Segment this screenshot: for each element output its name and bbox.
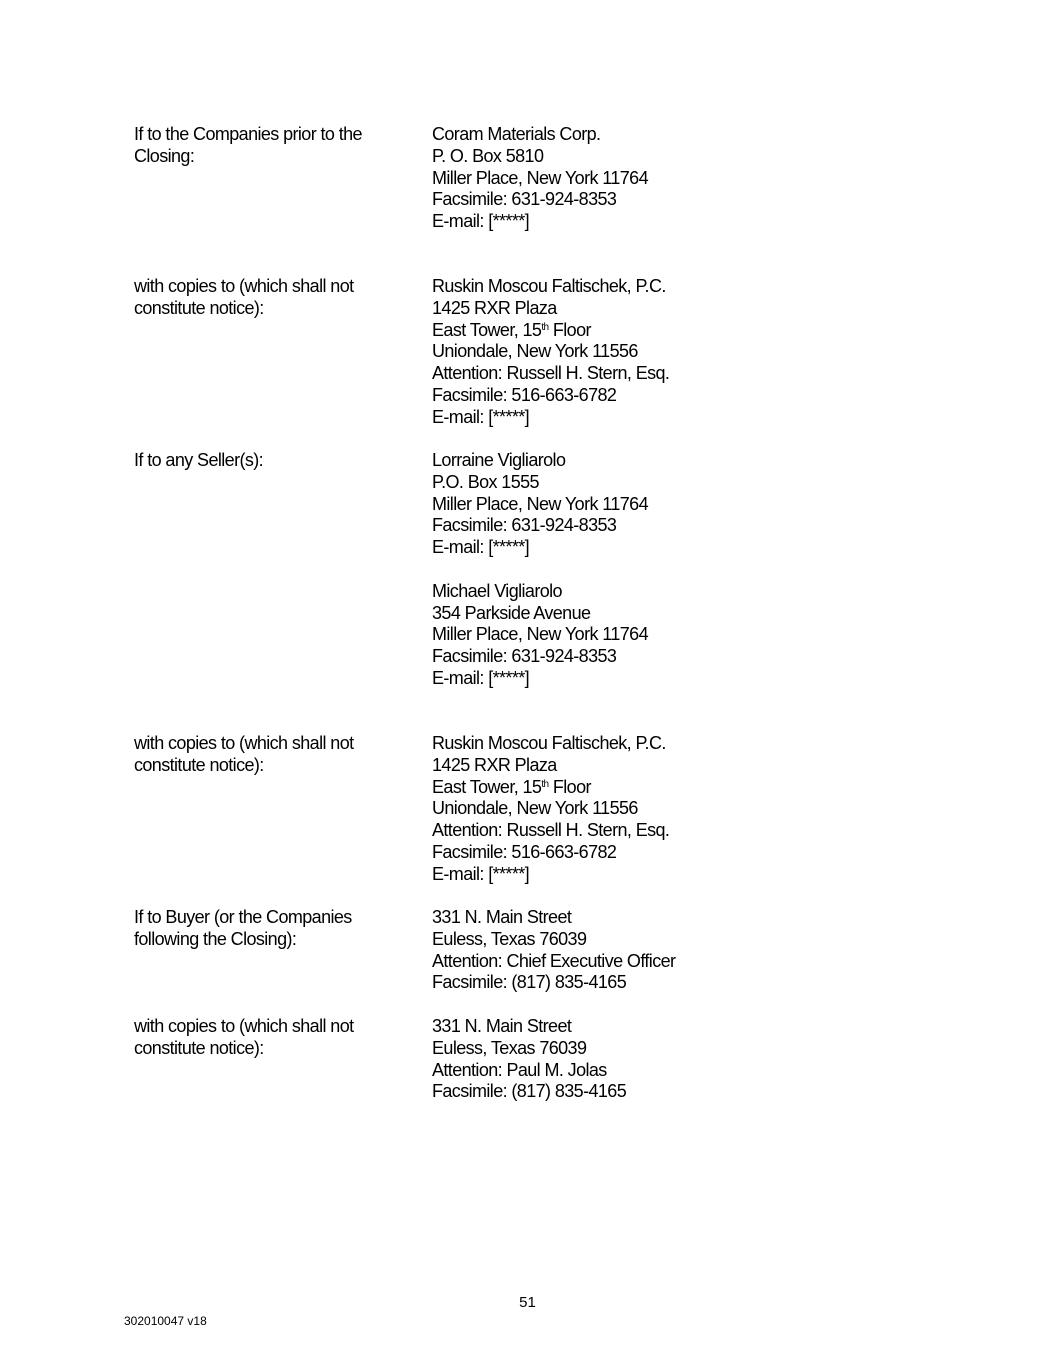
document-id: 302010047 v18	[124, 1314, 207, 1328]
notice-address: 331 N. Main Street Euless, Texas 76039 Attention: Chief Executive Officer Facsimile: (817) 835-4165	[432, 907, 676, 993]
notice-label: If to Buyer (or the Companies following the Closing):	[134, 907, 352, 949]
page-number: 51	[519, 1294, 536, 1311]
notice-address: Ruskin Moscou Faltischek, P.C. 1425 RXR Plaza East Tower, 15th Floor Uniondale, New York 11556 Attention: Russell H. Stern, Esq. Facsimile: 516-663-6782 E-mail: [*****]	[432, 733, 670, 884]
notice-label: If to any Seller(s):	[134, 450, 264, 470]
notice-address: Lorraine Vigliarolo P.O. Box 1555 Miller Place, New York 11764 Facsimile: 631-924-8353 E-mail: [*****] Michael Vigliarolo 354 Parkside Avenue Miller Place, New York 11764 Facsimile: 631-924-8353 E-mail: [*****]	[432, 450, 648, 688]
notice-label: with copies to (which shall not constitute notice):	[134, 733, 354, 775]
notice-address: Coram Materials Corp. P. O. Box 5810 Miller Place, New York 11764 Facsimile: 631-924-8353 E-mail: [*****]	[432, 124, 648, 232]
notice-address: 331 N. Main Street Euless, Texas 76039 Attention: Paul M. Jolas Facsimile: (817) 835-4165	[432, 1016, 627, 1102]
notice-address: Ruskin Moscou Faltischek, P.C. 1425 RXR Plaza East Tower, 15th Floor Uniondale, New York 11556 Attention: Russell H. Stern, Esq. Facsimile: 516-663-6782 E-mail: [*****]	[432, 276, 670, 427]
notice-label: If to the Companies prior to the Closing:	[134, 124, 362, 166]
notice-label: with copies to (which shall not constitute notice):	[134, 276, 354, 318]
notice-label: with copies to (which shall not constitute notice):	[134, 1016, 354, 1058]
